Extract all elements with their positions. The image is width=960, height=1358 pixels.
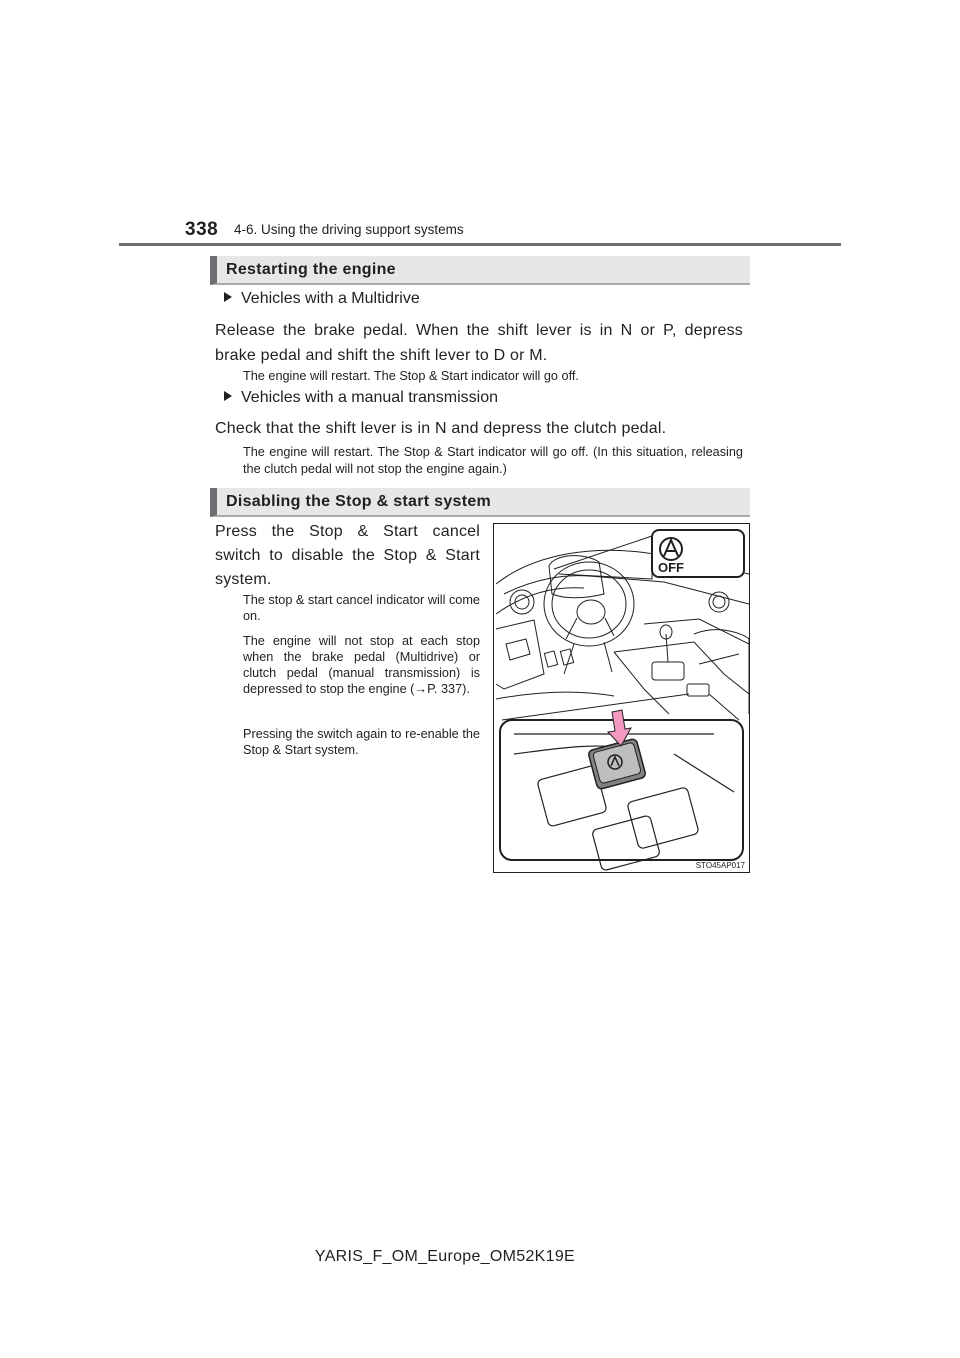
section-heading-restarting: [210, 256, 750, 285]
bullet-label: Vehicles with a Multidrive: [241, 290, 420, 307]
triangle-bullet-icon: [224, 391, 232, 401]
section-heading-disabling: [210, 488, 750, 517]
note-no-stop: The engine will not stop at each stop when the brake pedal (Multidrive) or clutch pedal (manual transmission) is depressed to stop the engine (→P. 337).: [243, 634, 480, 696]
section-title: Restarting the engine: [226, 261, 396, 278]
header-rule: [119, 243, 841, 246]
bullet-manual: [224, 389, 498, 407]
triangle-bullet-icon: [224, 292, 232, 302]
bullet-multidrive: [224, 290, 420, 308]
figure-code: STO45AP017: [695, 861, 745, 870]
paragraph-multidrive: Release the brake pedal. When the shift lever is in N or P, depress brake pedal and shift the shift lever to D or M.: [215, 322, 743, 364]
document-id: YARIS_F_OM_Europe_OM52K19E: [314, 1248, 575, 1265]
paragraph-disable: Press the Stop & Start cancel switch to disable the Stop & Start system.: [215, 523, 480, 588]
note-manual: The engine will restart. The Stop & Start indicator will go off. (In this situation, releasing the clutch pedal will not stop the engine again.): [243, 445, 743, 476]
section-title: Disabling the Stop & start system: [226, 493, 492, 510]
paragraph-manual: Check that the shift lever is in N and depress the clutch pedal.: [215, 420, 667, 437]
note-multidrive: The engine will restart. The Stop & Start indicator will go off.: [243, 369, 579, 383]
page-number: 338: [185, 219, 219, 240]
bullet-label: Vehicles with a manual transmission: [241, 389, 499, 406]
note-indicator: The stop & start cancel indicator will come on.: [243, 593, 480, 623]
cancel-switch-illustration: [493, 523, 750, 873]
switch-off-label: OFF: [658, 560, 684, 575]
note-reenable: Pressing the switch again to re-enable the Stop & Start system.: [243, 727, 480, 757]
illustration-svg: [494, 524, 749, 872]
chapter-title: 4-6. Using the driving support systems: [234, 222, 464, 237]
